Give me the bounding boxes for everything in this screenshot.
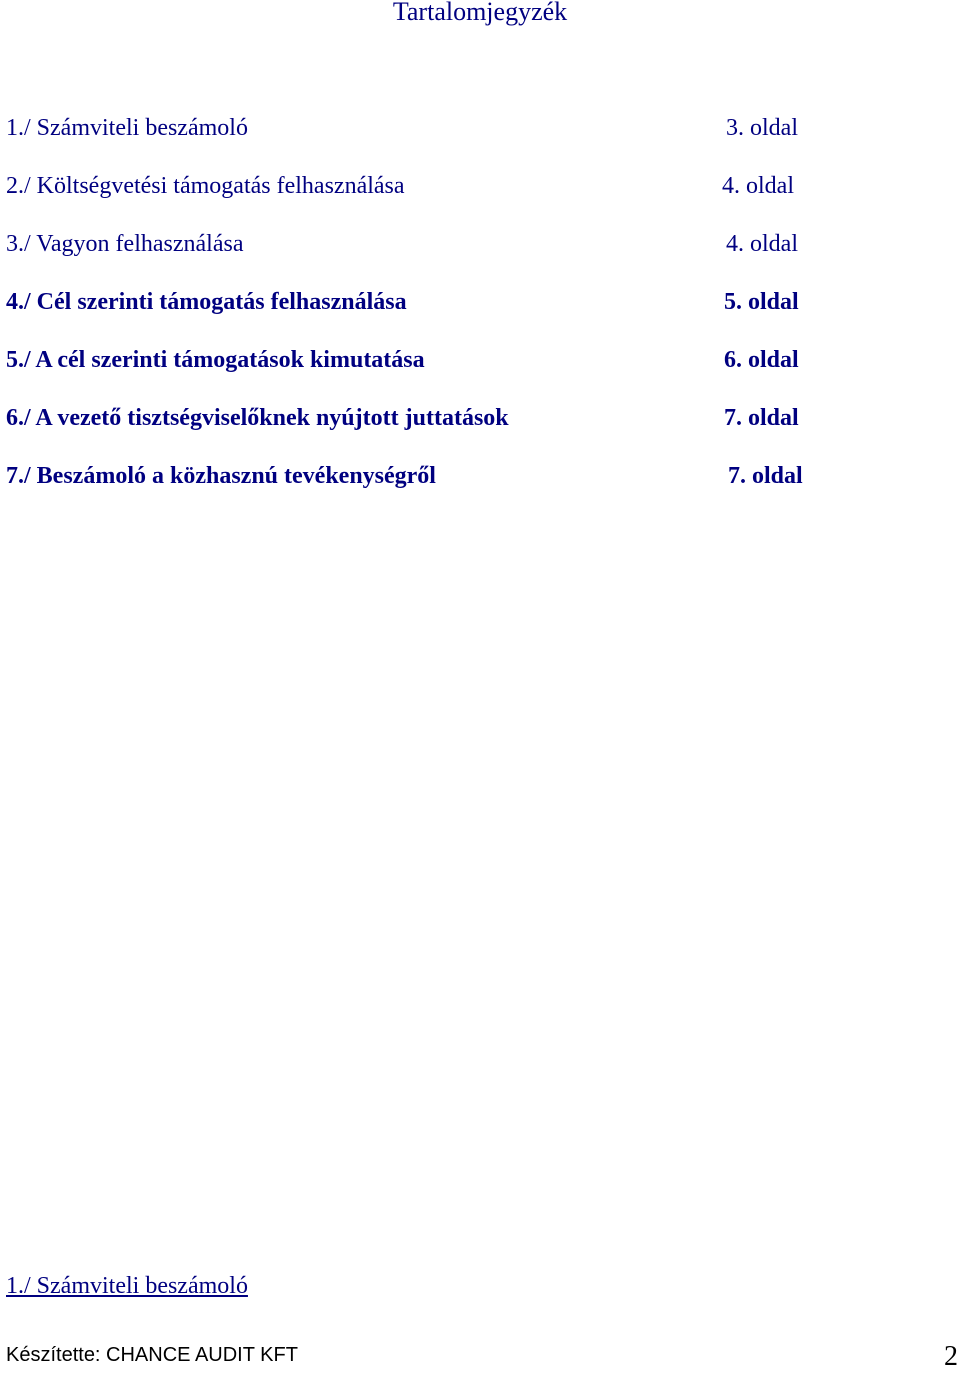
toc-entry-page: 5. oldal <box>724 289 799 315</box>
footer-text: Készítette: CHANCE AUDIT KFT <box>6 1344 298 1366</box>
toc-entry-page: 4. oldal <box>726 231 798 257</box>
toc-entry-page: 6. oldal <box>724 347 799 373</box>
toc-entry-label: 7./ Beszámoló a közhasznú tevékenységről <box>6 463 436 489</box>
toc-entry-label: 3./ Vagyon felhasználása <box>6 231 244 257</box>
toc-entry-page: 7. oldal <box>724 405 799 431</box>
toc-entry-label: 6./ A vezető tisztségviselőknek nyújtott juttatások <box>6 405 509 431</box>
toc-entry-page: 7. oldal <box>728 463 803 489</box>
section-heading: 1./ Számviteli beszámoló <box>6 1273 248 1299</box>
toc-entry-label: 5./ A cél szerinti támogatások kimutatása <box>6 347 425 373</box>
toc-entry-label: 1./ Számviteli beszámoló <box>6 115 248 141</box>
toc-entry-page: 3. oldal <box>726 115 798 141</box>
page-number: 2 <box>944 1341 958 1372</box>
toc-entry-page: 4. oldal <box>722 173 794 199</box>
toc-entry-label: 4./ Cél szerinti támogatás felhasználása <box>6 289 407 315</box>
page-title: Tartalomjegyzék <box>392 0 568 26</box>
toc-entry-label: 2./ Költségvetési támogatás felhasználása <box>6 173 405 199</box>
